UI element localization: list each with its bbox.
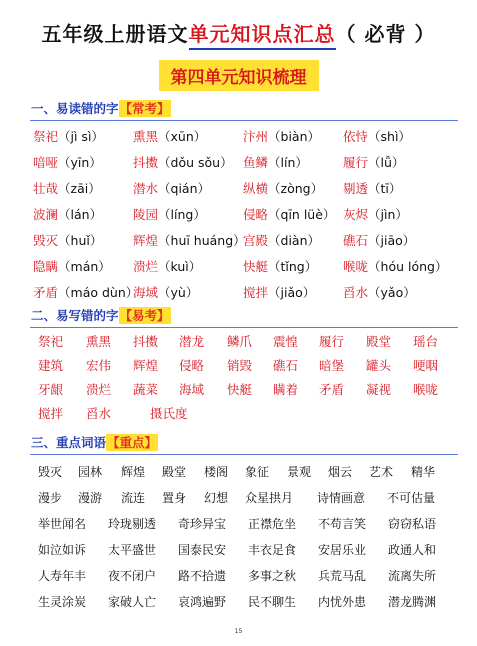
key-word: 辉煌 xyxy=(121,465,146,479)
read-pinyin: （zāi） xyxy=(58,181,101,196)
write-word: 蔬菜 xyxy=(133,382,159,397)
read-word: 礁石 xyxy=(343,233,369,248)
read-item xyxy=(33,124,104,150)
read-item xyxy=(343,228,415,254)
key-word: 兵荒马乱 xyxy=(318,569,367,583)
write-word: 溃烂 xyxy=(86,382,112,397)
read-word: 祭祀 xyxy=(33,129,59,144)
read-row xyxy=(33,280,463,306)
write-word: 舀水 xyxy=(86,406,112,421)
read-word: 履行 xyxy=(343,155,369,170)
read-word: 剔透 xyxy=(343,181,369,196)
read-pinyin: （huǐ） xyxy=(58,233,103,248)
title-tail: （ 必背 ） xyxy=(335,22,436,46)
read-word: 毁灭 xyxy=(33,233,59,248)
write-word: 震惶 xyxy=(273,334,299,349)
read-pinyin: （tǐng） xyxy=(268,259,318,274)
key-word: 生灵涂炭 xyxy=(38,595,87,609)
read-item xyxy=(343,150,404,176)
key-words-grid xyxy=(38,459,468,615)
write-row xyxy=(38,402,468,426)
read-word: 灰烬 xyxy=(343,207,369,222)
write-word: 殿堂 xyxy=(366,334,392,349)
key-word: 路不拾遗 xyxy=(178,569,227,583)
read-word: 侵略 xyxy=(243,207,269,222)
read-item xyxy=(33,176,101,202)
key-word: 殿堂 xyxy=(162,465,187,479)
key-word: 幻想 xyxy=(204,491,229,505)
read-item xyxy=(243,254,317,280)
section-read-errors xyxy=(31,98,171,120)
key-word: 窃窃私语 xyxy=(388,517,437,531)
read-pinyin: （shì） xyxy=(368,129,411,144)
read-word: 矛盾 xyxy=(33,285,59,300)
key-word: 漫步 xyxy=(38,491,63,505)
read-pinyin: （huī huáng） xyxy=(158,233,246,248)
read-item xyxy=(243,176,323,202)
section-divider xyxy=(30,327,458,328)
write-word: 礁石 xyxy=(273,358,299,373)
read-item xyxy=(133,280,198,306)
key-word: 潜龙腾渊 xyxy=(388,595,437,609)
read-word: 快艇 xyxy=(243,259,269,274)
read-item xyxy=(343,202,408,228)
key-word: 太平盛世 xyxy=(108,543,157,557)
read-item xyxy=(33,202,102,228)
write-word: 抖擞 xyxy=(133,334,159,349)
key-word: 不苟言笑 xyxy=(318,517,367,531)
write-word: 鳞爪 xyxy=(227,334,253,349)
read-row xyxy=(33,150,463,176)
read-pinyin: （zòng） xyxy=(268,181,324,196)
read-item xyxy=(243,280,315,306)
write-word: 瞒着 xyxy=(273,382,299,397)
read-word: 熏黑 xyxy=(133,129,159,144)
write-word: 罐头 xyxy=(366,358,392,373)
write-word: 摄氏度 xyxy=(150,406,188,421)
read-pinyin: （lín） xyxy=(268,155,308,170)
read-item xyxy=(33,280,138,306)
key-word: 人寿年丰 xyxy=(38,569,87,583)
key-word: 园林 xyxy=(78,465,103,479)
read-item xyxy=(33,254,111,280)
read-pinyin: （yīn） xyxy=(58,155,102,170)
read-pinyin: （lǚ） xyxy=(368,155,405,170)
write-word: 瑶台 xyxy=(413,334,439,349)
write-word: 宏伟 xyxy=(86,358,112,373)
word-row xyxy=(38,589,468,615)
read-word: 鱼鳞 xyxy=(243,155,269,170)
key-word: 家破人亡 xyxy=(108,595,157,609)
write-word: 建筑 xyxy=(38,358,64,373)
section-tag: 【常考】 xyxy=(119,101,170,116)
read-word: 潜水 xyxy=(133,181,159,196)
read-word: 溃烂 xyxy=(133,259,159,274)
read-word: 辉煌 xyxy=(133,233,159,248)
read-row xyxy=(33,124,463,150)
write-word: 搅拌 xyxy=(38,406,64,421)
read-item xyxy=(343,124,411,150)
key-word: 精华 xyxy=(411,465,436,479)
read-pinyin: （jì sì） xyxy=(58,129,104,144)
word-row xyxy=(38,537,468,563)
key-word: 艺术 xyxy=(369,465,394,479)
read-word: 舀水 xyxy=(343,285,369,300)
title-black: 五年级上册语文 xyxy=(41,22,189,46)
write-row xyxy=(38,330,468,354)
read-pinyin: （diàn） xyxy=(268,233,321,248)
title-red: 单元知识点汇总 xyxy=(189,18,336,50)
read-pinyin: （jiǎo） xyxy=(268,285,316,300)
write-word: 牙龈 xyxy=(38,382,64,397)
read-item xyxy=(133,202,206,228)
read-pinyin: （máo dùn） xyxy=(58,285,139,300)
read-item xyxy=(243,228,320,254)
read-word: 抖擞 xyxy=(133,155,159,170)
key-word: 民不聊生 xyxy=(248,595,297,609)
read-pinyin: （qīn lüè） xyxy=(268,207,336,222)
section-tag: 【重点】 xyxy=(107,435,158,450)
write-row xyxy=(38,354,468,378)
key-word: 景观 xyxy=(287,465,312,479)
write-word: 矛盾 xyxy=(319,382,345,397)
read-item xyxy=(243,202,335,228)
read-pinyin: （mán） xyxy=(58,259,111,274)
write-word: 凝视 xyxy=(366,382,392,397)
read-pinyin: （lán） xyxy=(58,207,103,222)
read-item xyxy=(343,176,401,202)
read-item xyxy=(243,124,320,150)
key-word: 夜不闭户 xyxy=(108,569,157,583)
read-pinyin: （yù） xyxy=(158,285,199,300)
read-item xyxy=(33,150,102,176)
read-item xyxy=(133,228,246,254)
write-word: 喉咙 xyxy=(413,382,439,397)
key-word: 安居乐业 xyxy=(318,543,367,557)
key-word: 政通人和 xyxy=(388,543,437,557)
read-row xyxy=(33,176,463,202)
read-word: 壮哉 xyxy=(33,181,59,196)
read-pinyin: （kuì） xyxy=(158,259,202,274)
read-word: 纵横 xyxy=(243,181,269,196)
key-word: 流离失所 xyxy=(388,569,437,583)
write-row xyxy=(38,378,468,402)
key-word: 国泰民安 xyxy=(178,543,227,557)
write-word: 祭祀 xyxy=(38,334,64,349)
key-word: 正襟危坐 xyxy=(248,517,297,531)
read-item xyxy=(243,150,308,176)
section-label: 一、易读错的字 xyxy=(31,101,119,116)
read-item xyxy=(133,150,233,176)
read-row xyxy=(33,228,463,254)
read-pinyin: （dǒu sǒu） xyxy=(158,155,233,170)
read-item xyxy=(133,176,210,202)
read-item xyxy=(343,254,447,280)
word-row xyxy=(38,459,468,485)
read-word: 喑哑 xyxy=(33,155,59,170)
section-divider xyxy=(30,120,458,121)
read-errors-grid xyxy=(33,124,463,306)
write-word: 暗堡 xyxy=(319,358,345,373)
key-word: 多事之秋 xyxy=(248,569,297,583)
write-word: 履行 xyxy=(319,334,345,349)
read-pinyin: （líng） xyxy=(158,207,206,222)
read-word: 波澜 xyxy=(33,207,59,222)
write-word: 快艇 xyxy=(227,382,253,397)
section-tag: 【易考】 xyxy=(119,308,170,323)
page-number: 15 xyxy=(234,628,243,635)
write-word: 潜龙 xyxy=(179,334,205,349)
key-word: 丰衣足食 xyxy=(248,543,297,557)
read-item xyxy=(33,228,102,254)
key-word: 举世闻名 xyxy=(38,517,87,531)
read-row xyxy=(33,202,463,228)
read-pinyin: （qián） xyxy=(158,181,211,196)
section-key-words xyxy=(31,432,158,454)
read-pinyin: （tī） xyxy=(368,181,402,196)
read-word: 搅拌 xyxy=(243,285,269,300)
section-write-errors xyxy=(31,305,171,327)
write-word: 海域 xyxy=(179,382,205,397)
read-pinyin: （hóu lóng） xyxy=(368,259,448,274)
key-word: 象征 xyxy=(245,465,270,479)
read-pinyin: （jiāo） xyxy=(368,233,416,248)
read-word: 喉咙 xyxy=(343,259,369,274)
subtitle-wrap xyxy=(0,60,477,91)
read-pinyin: （biàn） xyxy=(268,129,321,144)
write-word: 辉煌 xyxy=(133,358,159,373)
read-item xyxy=(343,280,416,306)
read-item xyxy=(133,254,201,280)
write-word: 熏黑 xyxy=(86,334,112,349)
section-divider xyxy=(30,454,458,455)
write-word: 哽咽 xyxy=(413,358,439,373)
read-word: 依恃 xyxy=(343,129,369,144)
key-word: 楼阁 xyxy=(204,465,229,479)
read-pinyin: （xūn） xyxy=(158,129,207,144)
key-word: 毁灭 xyxy=(38,465,63,479)
read-word: 陵园 xyxy=(133,207,159,222)
read-word: 隐瞒 xyxy=(33,259,59,274)
word-row xyxy=(38,511,468,537)
key-word: 流连 xyxy=(121,491,146,505)
word-row xyxy=(38,485,468,511)
page-title xyxy=(0,18,477,50)
read-word: 海域 xyxy=(133,285,159,300)
unit-subtitle: 第四单元知识梳理 xyxy=(159,60,319,91)
key-word: 内忧外患 xyxy=(318,595,367,609)
key-word: 哀鸿遍野 xyxy=(178,595,227,609)
read-pinyin: （yǎo） xyxy=(368,285,416,300)
key-word: 漫游 xyxy=(78,491,103,505)
read-item xyxy=(133,124,206,150)
section-label: 三、重点词语 xyxy=(31,435,107,450)
read-word: 宫殿 xyxy=(243,233,269,248)
write-word: 侵略 xyxy=(179,358,205,373)
read-pinyin: （jìn） xyxy=(368,207,408,222)
key-word: 众星拱月 xyxy=(245,491,294,505)
key-word: 奇珍异宝 xyxy=(178,517,227,531)
key-word: 置身 xyxy=(162,491,187,505)
write-word: 销毁 xyxy=(227,358,253,373)
key-word: 如泣如诉 xyxy=(38,543,87,557)
section-label: 二、易写错的字 xyxy=(31,308,119,323)
key-word: 玲珑剔透 xyxy=(108,517,157,531)
word-row xyxy=(38,563,468,589)
read-word: 汴州 xyxy=(243,129,269,144)
read-row xyxy=(33,254,463,280)
write-errors-grid xyxy=(38,330,468,426)
key-word: 不可估量 xyxy=(387,491,436,505)
key-word: 诗情画意 xyxy=(317,491,366,505)
key-word: 烟云 xyxy=(328,465,353,479)
